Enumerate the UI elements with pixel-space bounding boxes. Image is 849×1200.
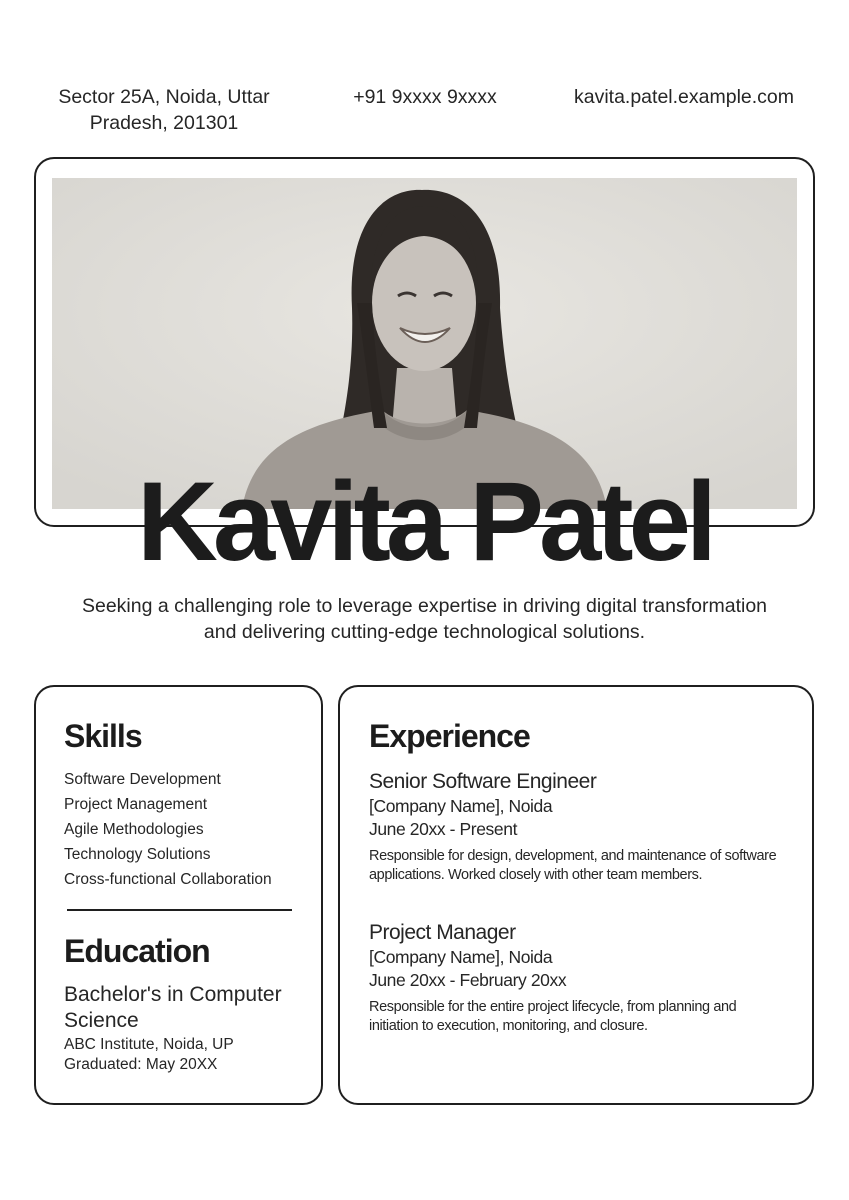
skills-education-card bbox=[34, 685, 323, 1105]
skill-item: Project Management bbox=[64, 796, 208, 813]
skills-heading: Skills bbox=[64, 718, 142, 754]
job-title: Senior Software Engineer bbox=[369, 770, 597, 793]
contact-email: kavita.patel.example.com bbox=[573, 86, 795, 108]
job-dates: June 20xx - Present bbox=[369, 819, 518, 839]
skill-item: Software Development bbox=[64, 771, 221, 788]
job-description: Responsible for design, development, and maintenance of software applications. Worked closely with other team members. bbox=[369, 848, 777, 883]
experience-heading: Experience bbox=[369, 718, 530, 754]
job-company: [Company Name], Noida bbox=[369, 796, 553, 816]
candidate-name: Kavita Patel bbox=[137, 459, 712, 584]
education-graduated: Graduated: May 20XX bbox=[64, 1056, 218, 1073]
job-description: Responsible for the entire project lifecycle, from planning and initiation to execution, monitoring, and closure. bbox=[369, 999, 737, 1034]
education-degree: Bachelor's in Computer Science bbox=[64, 983, 282, 1032]
objective-summary: Seeking a challenging role to leverage expertise in driving digital transformation and delivering cutting-edge technological solutions. bbox=[81, 595, 768, 643]
education-institution: ABC Institute, Noida, UP bbox=[64, 1036, 234, 1053]
job-company: [Company Name], Noida bbox=[369, 947, 553, 967]
skill-item: Agile Methodologies bbox=[64, 821, 204, 838]
skill-item: Cross-functional Collaboration bbox=[64, 871, 272, 888]
contact-address: Sector 25A, Noida, Uttar Pradesh, 201301 bbox=[58, 86, 270, 134]
skill-item: Technology Solutions bbox=[64, 846, 211, 863]
section-divider bbox=[67, 909, 292, 911]
job-dates: June 20xx - February 20xx bbox=[369, 970, 567, 990]
experience-entry bbox=[369, 920, 789, 1036]
education-heading: Education bbox=[64, 933, 210, 969]
job-title: Project Manager bbox=[369, 921, 516, 944]
skills-list bbox=[64, 767, 272, 892]
contact-phone: +91 9xxxx 9xxxx bbox=[353, 86, 497, 108]
experience-card bbox=[338, 685, 814, 1105]
experience-entry bbox=[369, 769, 789, 885]
